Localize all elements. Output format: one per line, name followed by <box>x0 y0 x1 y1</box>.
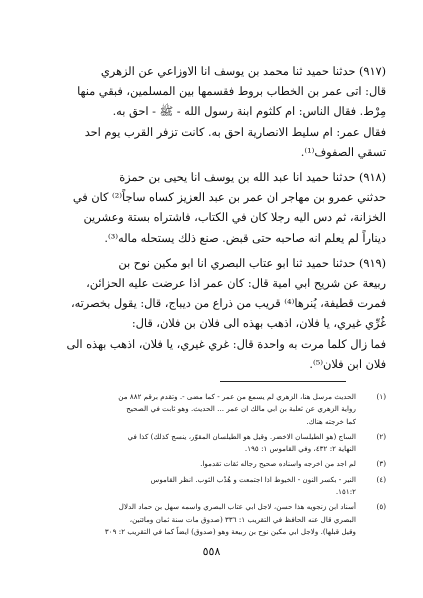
footnote-4 <box>40 474 386 499</box>
footnote-number: (٢) <box>376 431 386 441</box>
footnote-1-line-2: رواية الزهري عن ثعلبة بن ابي مالك ان عمر ... الحديث. وهو ثابت في الصحيح <box>126 404 356 414</box>
hadith-917-line-5: تسقي الصفوف⁽¹⁾. <box>300 145 386 159</box>
hadith-917-line-2: قال: اتى عمر بن الخطاب بروط فقسمها بين المسلمين، فبقي منها <box>77 85 386 99</box>
hadith-918-line-3: الخزانة، ثم دس اليه رجلا كان في الكتاب، فاشتراه بستة وعشرين <box>83 211 386 225</box>
footnote-4-line-1: النير - بكسر النون - الخيوط اذا اجتمعت و هُدْب الثوب. انظر القاموس <box>150 474 356 484</box>
hadith-917 <box>44 62 386 163</box>
footnote-1 <box>40 391 386 428</box>
footnote-5 <box>40 501 386 538</box>
hadith-919-line-2: ربيعة عن شريح ابي امية قال: كان عمر اذا عرضت عليه الحزائن، <box>86 277 386 291</box>
footnote-number: (٤) <box>376 474 386 484</box>
footnote-5-line-3: وقيل قبلها). ولاجل ابي مكين نوح بن ربيعة وهو (صدوق) ايضاً كما في التقريب ٢: ٣٠٩ <box>104 526 356 536</box>
hadith-917-line-4: فقال عمر: ام سليط الانصارية احق به. كانت تزفر القرب يوم احد <box>84 125 386 139</box>
footnote-3 <box>40 458 386 470</box>
hadith-918-line-2: حدثني عمرو بن مهاجر ان عمر بن عبد العزيز كساه ساجاً⁽²⁾ كان في <box>72 191 386 205</box>
hadith-917-line-3: مِرْط. فقال الناس: ام كلثوم ابنة رسول الله - ﷺ - احق به. <box>112 105 386 119</box>
footnote-4-line-2: ١٥١:٢. <box>335 487 356 497</box>
footnote-5-line-2: البصري قال عنه الحافظ في التقريب ١: ٣٣٦ (صدوق مات سنة ثمان ومائتين، <box>129 514 356 524</box>
hadith-919 <box>44 254 386 375</box>
hadith-918 <box>44 168 386 249</box>
hadith-919-line-4: غُرِّي غيري، يا فلان، اذهب بهذه الى فلان بن فلان، قال: <box>131 317 386 331</box>
hadith-917-line-1: (٩١٧) حدثنا حميد ثنا محمد بن يوسف انا الاوزاعي عن الزهري <box>100 65 386 78</box>
hadith-918-line-1: (٩١٨) حدثنا حميد انا عبد الله بن يوسف انا يحيى بن حمزة <box>119 171 386 185</box>
footnote-number: (١) <box>376 392 386 401</box>
footnote-2 <box>40 431 386 456</box>
footnotes-block <box>40 391 386 541</box>
hadith-919-line-1: (٩١٩) حدثنا حميد ثنا ابو عتاب البصري انا ابو مكين نوح بن <box>118 256 386 270</box>
footnote-divider <box>220 381 346 382</box>
footnote-3-line-1: لم اجد من اخرجه واسناده صحيح رجاله ثقات تقدموا. <box>200 459 356 469</box>
footnote-2-line-1: الساج (هو الطيلسان الاخضر. وقيل هو الطيلسان المقوّر، ينسج كذلك) كذا في <box>127 431 356 441</box>
hadith-919-line-6: فلان ابن فلان⁽⁵⁾. <box>309 357 386 371</box>
hadith-918-line-4: ديناراً لم يعلم انه صاحبه حتى قبض. صنع ذلك يستحله ماله⁽³⁾. <box>104 231 386 245</box>
page-number: ٥٥٨ <box>202 545 221 558</box>
footnote-number: (٥) <box>376 502 386 512</box>
hadith-text-block <box>44 62 386 375</box>
footnote-1-line-1: الحديث مرسل هنا، الزهري لم يسمع من عمر - كما مضى -. وتقدم برقم ٨٨٢ من <box>118 392 356 401</box>
footnote-2-line-2: النهاية ٢: ٤٣٢، وفي القاموس ١: ١٩٥. <box>244 444 356 454</box>
footnote-5-line-1: أسناد ابن زنجويه هذا حسن، لاجل ابي عتاب البصري واسمه سهل بن حماد الدلال <box>118 502 356 512</box>
hadith-919-line-3: فمرت قطيفة، يُنرها⁽⁴⁾ قريب من ذراع من ديباج، قال: يقول بخصرته، <box>70 297 386 311</box>
hadith-919-line-5: فما زال كلما مرت به واحدة قال: غري غيري، يا فلان، اذهب بهذه الى <box>66 337 386 351</box>
footnote-number: (٣) <box>376 459 386 469</box>
footnote-1-line-3: كما خرجته هناك. <box>306 416 356 426</box>
